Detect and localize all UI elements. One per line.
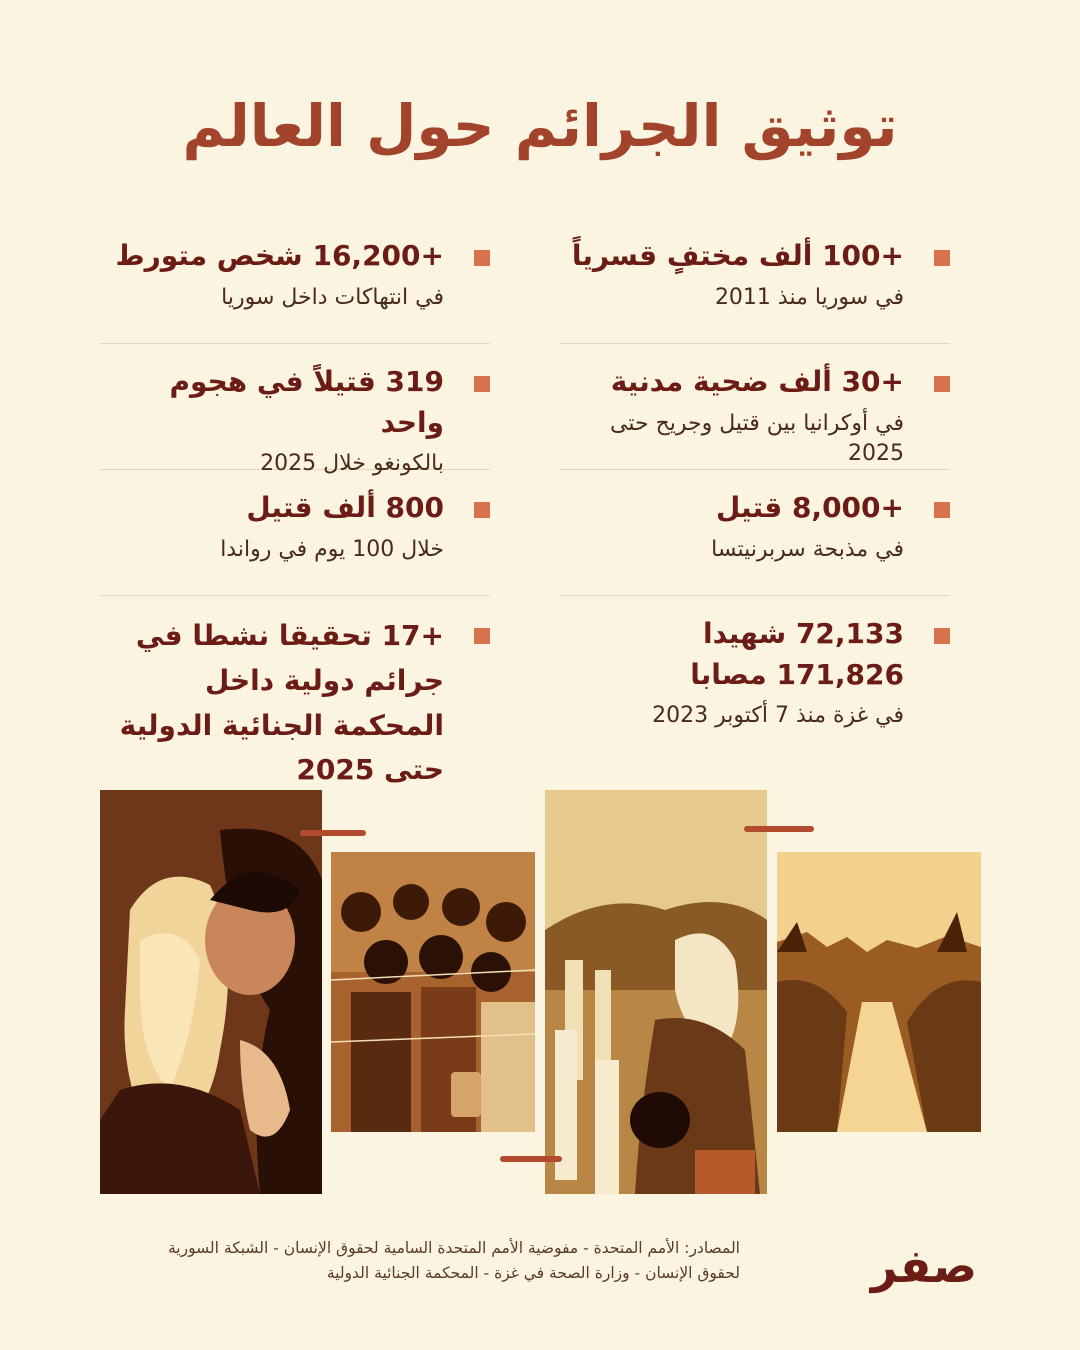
stat-headline: +100 ألف مختفٍ قسرياً [571,239,904,272]
stat-subtext: خلال 100 يوم في رواندا [220,536,444,562]
stat-subtext: في غزة منذ 7 أكتوبر 2023 [652,703,904,729]
page-title: توثيق الجرائم حول العالم [182,92,898,160]
stat-headline-secondary: 171,826 مصابا [690,657,904,691]
square-bullet-icon [934,376,950,392]
square-bullet-icon [934,502,950,518]
square-bullet-icon [934,250,950,266]
stat-icc [100,596,490,793]
stat-disappeared-syria [560,218,950,344]
decorative-tick [744,826,814,832]
square-bullet-icon [474,628,490,644]
stat-gaza [560,596,950,732]
stat-congo [100,344,490,477]
stat-headline: +16,200 شخص متورط [115,239,444,272]
stat-subtext: في أوكرانيا بين قتيل وجريح حتى 2025 [610,410,904,467]
stats-column-right [560,218,950,732]
photo-woman-at-memorial [545,790,767,1194]
sources-note [100,1236,740,1286]
square-bullet-icon [474,250,490,266]
square-bullet-icon [474,376,490,392]
brand-logo [866,1238,982,1298]
stat-subtext: في سوريا منذ 2011 [714,284,904,310]
decorative-tick [500,1156,562,1162]
stat-headline: 800 ألف قتيل [246,491,444,524]
stat-headline: +8,000 قتيل [716,491,904,524]
photo-destroyed-street [777,852,981,1132]
brand-logo-text: صفر [870,1239,978,1293]
photo-children-behind-fence [331,852,535,1132]
stat-involved-syria [100,218,490,344]
stat-headline: 72,133 شهيدا [702,617,904,650]
stat-headline: +17 تحقيقا نشطا في جرائم دولية داخل المحكمة الجنائية الدولية حتى 2025 [119,619,444,787]
decorative-tick [300,830,366,836]
sources-line-1: المصادر: الأمم المتحدة - مفوضية الأمم المتحدة السامية لحقوق الإنسان - الشبكة السورية [167,1239,740,1257]
photo-grieving-woman [100,790,322,1194]
square-bullet-icon [474,502,490,518]
stat-civilians-ukraine [560,344,950,470]
stat-subtext: في انتهاكات داخل سوريا [221,284,444,310]
stats-column-left [100,218,490,793]
square-bullet-icon [934,628,950,644]
stat-subtext: في مذبحة سربرنيتسا [711,536,904,562]
stat-srebrenica [560,470,950,596]
stat-headline: +30 ألف ضحية مدنية [610,365,904,398]
stat-rwanda [100,470,490,596]
stat-headline: 319 قتيلاً في هجوم واحد [169,365,444,439]
sources-line-2: لحقوق الإنسان - وزارة الصحة في غزة - المحكمة الجنائية الدولية [326,1263,740,1282]
stat-subtext: بالكونغو خلال 2025 [260,451,444,477]
